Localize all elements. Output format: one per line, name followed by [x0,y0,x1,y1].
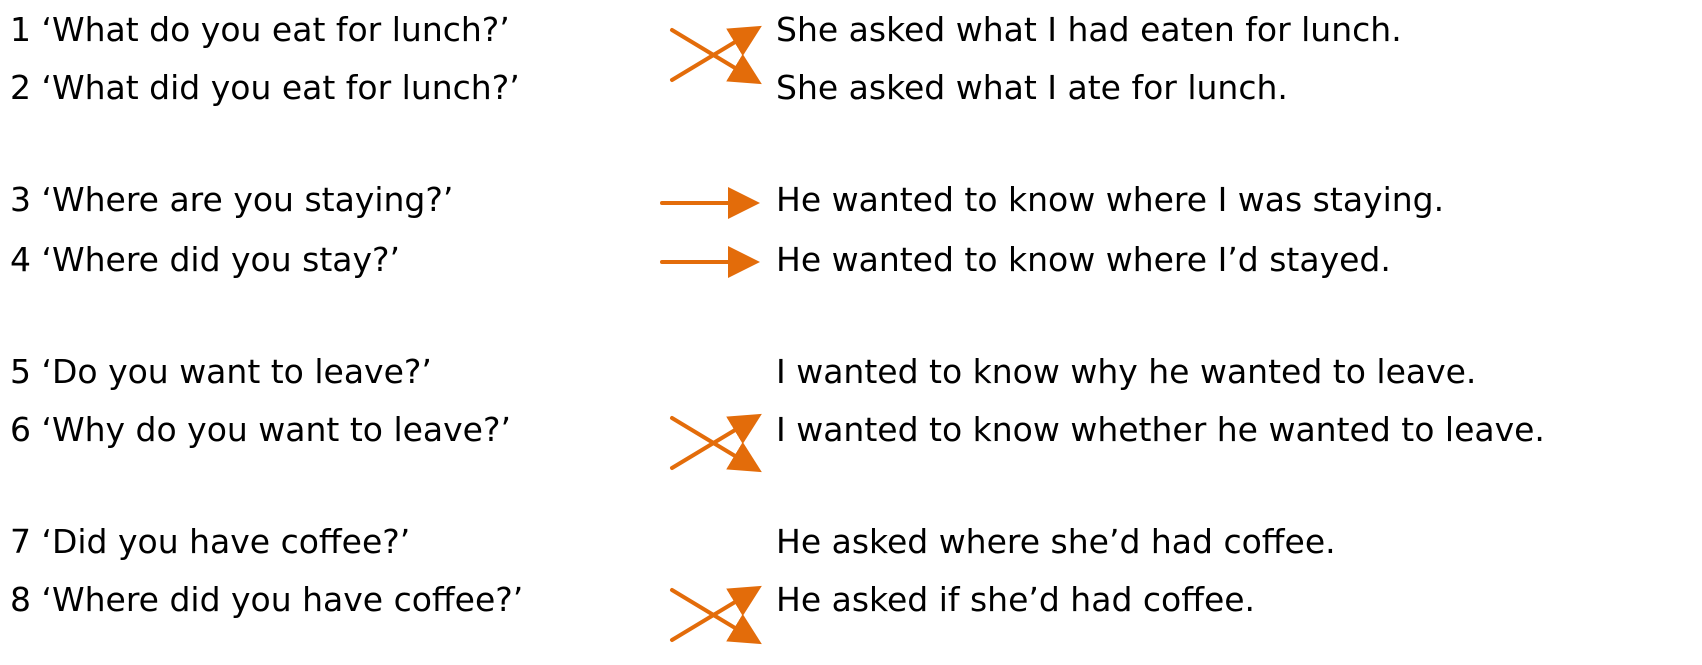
report-2: She asked what I ate for lunch. [776,68,1288,107]
report-7: He asked where she’d had coffee. [776,522,1336,561]
question-3: 3 ‘Where are you staying?’ [10,180,454,219]
report-1: She asked what I had eaten for lunch. [776,10,1402,49]
question-7: 7 ‘Did you have coffee?’ [10,522,411,561]
question-8: 8 ‘Where did you have coffee?’ [10,580,524,619]
question-5: 5 ‘Do you want to leave?’ [10,352,432,391]
report-4: He wanted to know where I’d stayed. [776,240,1391,279]
question-6: 6 ‘Why do you want to leave?’ [10,410,511,449]
question-1: 1 ‘What do you eat for lunch?’ [10,10,510,49]
question-4: 4 ‘Where did you stay?’ [10,240,401,279]
report-3: He wanted to know where I was staying. [776,180,1445,219]
question-2: 2 ‘What did you eat for lunch?’ [10,68,520,107]
report-6: I wanted to know whether he wanted to leave. [776,410,1545,449]
report-8: He asked if she’d had coffee. [776,580,1256,619]
report-5: I wanted to know why he wanted to leave. [776,352,1477,391]
